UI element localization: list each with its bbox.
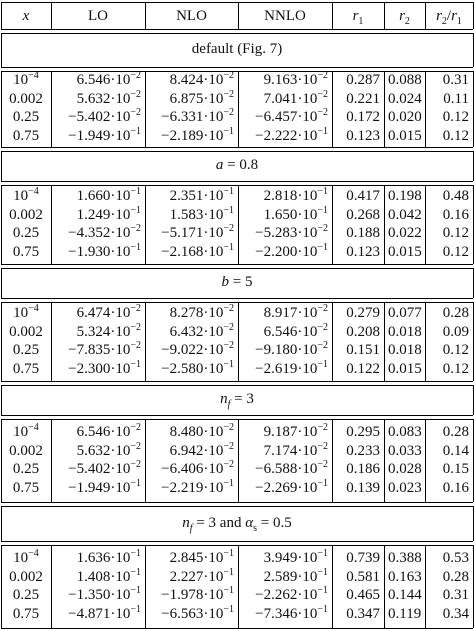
cell-r2: 0.144 bbox=[388, 587, 422, 603]
cell-nlo: $2.351\cdot 10^{-1}$ bbox=[169, 186, 234, 204]
cell-r1: 0.122 bbox=[346, 361, 380, 377]
column-rule bbox=[1, 302, 2, 381]
section-title-top-rule bbox=[1, 385, 473, 386]
cell-nlo: $-5.171\cdot 10^{-2}$ bbox=[161, 223, 234, 241]
cell-x: 0.25 bbox=[12, 461, 40, 477]
cell-r2: 0.088 bbox=[388, 72, 422, 88]
cell-r2: 0.198 bbox=[388, 188, 422, 204]
cell-nlo: $-2.168\cdot 10^{-1}$ bbox=[161, 242, 234, 260]
cell-x: 0.25 bbox=[12, 342, 40, 358]
cell-r2: 0.083 bbox=[388, 424, 422, 440]
cell-r1: 0.581 bbox=[346, 569, 380, 585]
section-title-top-rule bbox=[1, 506, 473, 507]
cell-ratio: 0.12 bbox=[442, 225, 469, 241]
cell-r1: 0.123 bbox=[346, 244, 380, 260]
cell-nnlo: $-2.269\cdot 10^{-1}$ bbox=[255, 478, 328, 496]
cell-x: 0.75 bbox=[12, 244, 40, 260]
cell-x: 0.002 bbox=[9, 569, 43, 585]
column-rule bbox=[51, 71, 52, 147]
cell-x: 0.002 bbox=[9, 207, 43, 223]
cell-nnlo: $3.949\cdot 10^{-1}$ bbox=[263, 548, 328, 566]
cell-nlo: $8.278\cdot 10^{-2}$ bbox=[169, 303, 234, 321]
cell-r1: 0.465 bbox=[346, 587, 380, 603]
column-rule bbox=[425, 302, 426, 381]
column-rule bbox=[332, 185, 333, 264]
cell-r2: 0.024 bbox=[388, 91, 422, 107]
cell-r1: 0.295 bbox=[346, 424, 380, 440]
cell-lo: $5.324\cdot 10^{-2}$ bbox=[76, 322, 141, 340]
column-header-x: x bbox=[22, 8, 30, 24]
cell-r2: 0.388 bbox=[388, 550, 422, 566]
cell-r2: 0.028 bbox=[388, 461, 422, 477]
column-rule bbox=[1, 545, 2, 628]
cell-r2: 0.163 bbox=[388, 569, 422, 585]
section-title-bottom-rule bbox=[1, 415, 473, 416]
cell-nnlo: $-6.588\cdot 10^{-2}$ bbox=[255, 459, 328, 477]
section-title: default (Fig. 7) bbox=[191, 41, 283, 57]
column-rule bbox=[425, 185, 426, 264]
cell-r1: 0.188 bbox=[346, 225, 380, 241]
cell-r1: 0.221 bbox=[346, 91, 380, 107]
cell-nlo: $-2.580\cdot 10^{-1}$ bbox=[161, 359, 234, 377]
cell-x: 0.002 bbox=[9, 91, 43, 107]
column-header-r1: $r_1$ bbox=[352, 8, 364, 27]
cell-nlo: $6.432\cdot 10^{-2}$ bbox=[169, 322, 234, 340]
column-rule bbox=[384, 302, 385, 381]
column-header-ratio: $r_2/r_1$ bbox=[436, 8, 462, 27]
section-title-bottom-rule bbox=[1, 67, 473, 68]
cell-nlo: $6.942\cdot 10^{-2}$ bbox=[169, 441, 234, 459]
column-rule bbox=[51, 302, 52, 381]
cell-r1: 0.123 bbox=[346, 128, 380, 144]
section-data-bottom-rule bbox=[1, 628, 473, 629]
cell-nnlo: $7.174\cdot 10^{-2}$ bbox=[263, 441, 328, 459]
cell-r1: 0.139 bbox=[346, 480, 380, 496]
cell-lo: $6.546\cdot 10^{-2}$ bbox=[76, 422, 141, 440]
cell-r2: 0.018 bbox=[388, 324, 422, 340]
cell-r2: 0.020 bbox=[388, 109, 422, 125]
cell-nnlo: $7.041\cdot 10^{-2}$ bbox=[263, 89, 328, 107]
column-rule bbox=[384, 185, 385, 264]
cell-ratio: 0.14 bbox=[442, 443, 469, 459]
cell-ratio: 0.09 bbox=[442, 324, 469, 340]
cell-nlo: $-2.189\cdot 10^{-1}$ bbox=[161, 126, 234, 144]
column-rule bbox=[145, 545, 146, 628]
cell-r2: 0.042 bbox=[388, 207, 422, 223]
cell-nnlo: $-2.619\cdot 10^{-1}$ bbox=[255, 359, 328, 377]
cell-lo: $-4.352\cdot 10^{-2}$ bbox=[68, 223, 141, 241]
cell-r1: 0.172 bbox=[346, 109, 380, 125]
cell-nnlo: $-7.346\cdot 10^{-1}$ bbox=[255, 604, 328, 622]
cell-x: 0.002 bbox=[9, 443, 43, 459]
column-rule bbox=[238, 185, 239, 264]
cell-ratio: 0.28 bbox=[442, 569, 469, 585]
column-rule bbox=[238, 545, 239, 628]
section-data-top-rule bbox=[1, 302, 473, 303]
cell-nnlo: $9.163\cdot 10^{-2}$ bbox=[263, 70, 328, 88]
cell-lo: $5.632\cdot 10^{-2}$ bbox=[76, 441, 141, 459]
column-rule bbox=[384, 71, 385, 147]
cell-r1: 0.417 bbox=[346, 188, 380, 204]
cell-x: 0.75 bbox=[12, 480, 40, 496]
cell-lo: $-1.949\cdot 10^{-1}$ bbox=[68, 126, 141, 144]
cell-x: $10^{-4}$ bbox=[13, 548, 39, 566]
cell-ratio: 0.12 bbox=[442, 128, 469, 144]
cell-nlo: $2.845\cdot 10^{-1}$ bbox=[169, 548, 234, 566]
column-rule bbox=[51, 185, 52, 264]
cell-ratio: 0.28 bbox=[442, 305, 469, 321]
cell-nlo: $-6.331\cdot 10^{-2}$ bbox=[161, 107, 234, 125]
cell-x: 0.002 bbox=[9, 324, 43, 340]
cell-nnlo: $-5.283\cdot 10^{-2}$ bbox=[255, 223, 328, 241]
cell-nlo: $8.424\cdot 10^{-2}$ bbox=[169, 70, 234, 88]
section-title: $n_f = 3$ and $\alpha_s = 0.5$ bbox=[182, 515, 292, 534]
cell-r2: 0.077 bbox=[388, 305, 422, 321]
section-data-top-rule bbox=[1, 185, 473, 186]
cell-nlo: $8.480\cdot 10^{-2}$ bbox=[169, 422, 234, 440]
cell-r2: 0.015 bbox=[388, 361, 422, 377]
cell-lo: $6.474\cdot 10^{-2}$ bbox=[76, 303, 141, 321]
section-data-top-rule bbox=[1, 419, 473, 420]
cell-nlo: $1.583\cdot 10^{-1}$ bbox=[169, 205, 234, 223]
section-data-bottom-rule bbox=[1, 381, 473, 382]
column-rule bbox=[425, 71, 426, 147]
cell-ratio: 0.48 bbox=[442, 188, 469, 204]
cell-ratio: 0.31 bbox=[442, 72, 469, 88]
header-bottom-rule bbox=[1, 29, 473, 30]
cell-lo: $-5.402\cdot 10^{-2}$ bbox=[68, 459, 141, 477]
cell-lo: $-4.871\cdot 10^{-1}$ bbox=[68, 604, 141, 622]
cell-nnlo: $9.187\cdot 10^{-2}$ bbox=[263, 422, 328, 440]
cell-x: 0.75 bbox=[12, 361, 40, 377]
cell-lo: $1.660\cdot 10^{-1}$ bbox=[76, 186, 141, 204]
cell-lo: $-1.949\cdot 10^{-1}$ bbox=[68, 478, 141, 496]
cell-ratio: 0.28 bbox=[442, 424, 469, 440]
cell-x: $10^{-4}$ bbox=[13, 422, 39, 440]
cell-x: 0.75 bbox=[12, 606, 40, 622]
cell-nnlo: $-2.262\cdot 10^{-1}$ bbox=[255, 585, 328, 603]
section-title: $n_f = 3$ bbox=[220, 391, 254, 410]
column-rule bbox=[332, 71, 333, 147]
cell-ratio: 0.12 bbox=[442, 342, 469, 358]
column-rule bbox=[1, 71, 2, 147]
column-rule bbox=[145, 419, 146, 502]
column-rule bbox=[332, 302, 333, 381]
section-data-bottom-rule bbox=[1, 264, 473, 265]
column-rule bbox=[332, 419, 333, 502]
cell-ratio: 0.11 bbox=[443, 91, 469, 107]
column-rule bbox=[145, 185, 146, 264]
cell-lo: $-2.300\cdot 10^{-1}$ bbox=[68, 359, 141, 377]
cell-nlo: $-1.978\cdot 10^{-1}$ bbox=[161, 585, 234, 603]
cell-x: $10^{-4}$ bbox=[13, 303, 39, 321]
cell-r1: 0.233 bbox=[346, 443, 380, 459]
cell-lo: $-7.835\cdot 10^{-2}$ bbox=[68, 340, 141, 358]
column-rule bbox=[145, 302, 146, 381]
column-rule bbox=[145, 71, 146, 147]
cell-lo: $1.408\cdot 10^{-1}$ bbox=[76, 567, 141, 585]
section-title-top-rule bbox=[1, 33, 473, 34]
section-title-bottom-rule bbox=[1, 298, 473, 299]
section-title: b = 5 bbox=[221, 274, 253, 290]
cell-r1: 0.208 bbox=[346, 324, 380, 340]
cell-ratio: 0.15 bbox=[442, 461, 469, 477]
cell-nnlo: $-6.457\cdot 10^{-2}$ bbox=[255, 107, 328, 125]
column-rule bbox=[425, 419, 426, 502]
cell-nnlo: $6.546\cdot 10^{-2}$ bbox=[263, 322, 328, 340]
table-top-rule bbox=[1, 2, 473, 3]
cell-r1: 0.739 bbox=[346, 550, 380, 566]
cell-r2: 0.023 bbox=[388, 480, 422, 496]
column-rule bbox=[384, 545, 385, 628]
column-header-nnlo: NNLO bbox=[264, 8, 306, 24]
cell-r1: 0.279 bbox=[346, 305, 380, 321]
cell-lo: $5.632\cdot 10^{-2}$ bbox=[76, 89, 141, 107]
column-rule bbox=[238, 302, 239, 381]
column-rule bbox=[51, 419, 52, 502]
cell-ratio: 0.12 bbox=[442, 361, 469, 377]
section-data-bottom-rule bbox=[1, 147, 473, 148]
column-rule bbox=[51, 545, 52, 628]
cell-lo: $6.546\cdot 10^{-2}$ bbox=[76, 70, 141, 88]
cell-r1: 0.186 bbox=[346, 461, 380, 477]
cell-nlo: $-6.406\cdot 10^{-2}$ bbox=[161, 459, 234, 477]
cell-x: $10^{-4}$ bbox=[13, 186, 39, 204]
section-title-bottom-rule bbox=[1, 541, 473, 542]
column-rule bbox=[1, 419, 2, 502]
cell-nnlo: $1.650\cdot 10^{-1}$ bbox=[263, 205, 328, 223]
column-rule bbox=[238, 419, 239, 502]
cell-lo: $1.249\cdot 10^{-1}$ bbox=[76, 205, 141, 223]
cell-ratio: 0.34 bbox=[442, 606, 469, 622]
cell-lo: $1.636\cdot 10^{-1}$ bbox=[76, 548, 141, 566]
cell-ratio: 0.16 bbox=[442, 480, 469, 496]
cell-ratio: 0.31 bbox=[442, 587, 469, 603]
cell-x: 0.25 bbox=[12, 225, 40, 241]
cell-nnlo: $8.917\cdot 10^{-2}$ bbox=[263, 303, 328, 321]
cell-ratio: 0.12 bbox=[442, 109, 469, 125]
cell-lo: $-1.930\cdot 10^{-1}$ bbox=[68, 242, 141, 260]
cell-r2: 0.033 bbox=[388, 443, 422, 459]
cell-x: 0.25 bbox=[12, 109, 40, 125]
column-rule bbox=[384, 419, 385, 502]
cell-nnlo: $-2.200\cdot 10^{-1}$ bbox=[255, 242, 328, 260]
column-header-r2: $r_2$ bbox=[399, 8, 410, 27]
cell-x: 0.25 bbox=[12, 587, 40, 603]
cell-nlo: $-2.219\cdot 10^{-1}$ bbox=[161, 478, 234, 496]
cell-lo: $-1.350\cdot 10^{-1}$ bbox=[68, 585, 141, 603]
column-rule bbox=[1, 185, 2, 264]
cell-r1: 0.151 bbox=[346, 342, 380, 358]
cell-nlo: $6.875\cdot 10^{-2}$ bbox=[169, 89, 234, 107]
cell-ratio: 0.16 bbox=[442, 207, 469, 223]
cell-r2: 0.119 bbox=[388, 606, 422, 622]
cell-nnlo: $2.589\cdot 10^{-1}$ bbox=[263, 567, 328, 585]
section-title-top-rule bbox=[1, 268, 473, 269]
column-header-lo: LO bbox=[88, 8, 108, 24]
cell-nlo: $-6.563\cdot 10^{-1}$ bbox=[161, 604, 234, 622]
cell-r2: 0.015 bbox=[388, 128, 422, 144]
cell-ratio: 0.12 bbox=[442, 244, 469, 260]
cell-r2: 0.022 bbox=[388, 225, 422, 241]
cell-nlo: $2.227\cdot 10^{-1}$ bbox=[169, 567, 234, 585]
column-rule bbox=[425, 545, 426, 628]
section-title-top-rule bbox=[1, 151, 473, 152]
column-header-nlo: NLO bbox=[176, 8, 207, 24]
cell-lo: $-5.402\cdot 10^{-2}$ bbox=[68, 107, 141, 125]
cell-r1: 0.268 bbox=[346, 207, 380, 223]
section-title: a = 0.8 bbox=[215, 157, 259, 173]
cell-x: $10^{-4}$ bbox=[13, 70, 39, 88]
column-rule bbox=[238, 71, 239, 147]
section-data-bottom-rule bbox=[1, 502, 473, 503]
cell-x: 0.75 bbox=[12, 128, 40, 144]
cell-ratio: 0.53 bbox=[442, 550, 469, 566]
section-data-top-rule bbox=[1, 545, 473, 546]
cell-r2: 0.018 bbox=[388, 342, 422, 358]
section-title-bottom-rule bbox=[1, 181, 473, 182]
cell-r1: 0.287 bbox=[346, 72, 380, 88]
cell-nnlo: $-9.180\cdot 10^{-2}$ bbox=[255, 340, 328, 358]
cell-r2: 0.015 bbox=[388, 244, 422, 260]
cell-nlo: $-9.022\cdot 10^{-2}$ bbox=[161, 340, 234, 358]
column-rule bbox=[332, 545, 333, 628]
cell-nnlo: $2.818\cdot 10^{-1}$ bbox=[263, 186, 328, 204]
cell-nnlo: $-2.222\cdot 10^{-1}$ bbox=[255, 126, 328, 144]
cell-r1: 0.347 bbox=[346, 606, 380, 622]
